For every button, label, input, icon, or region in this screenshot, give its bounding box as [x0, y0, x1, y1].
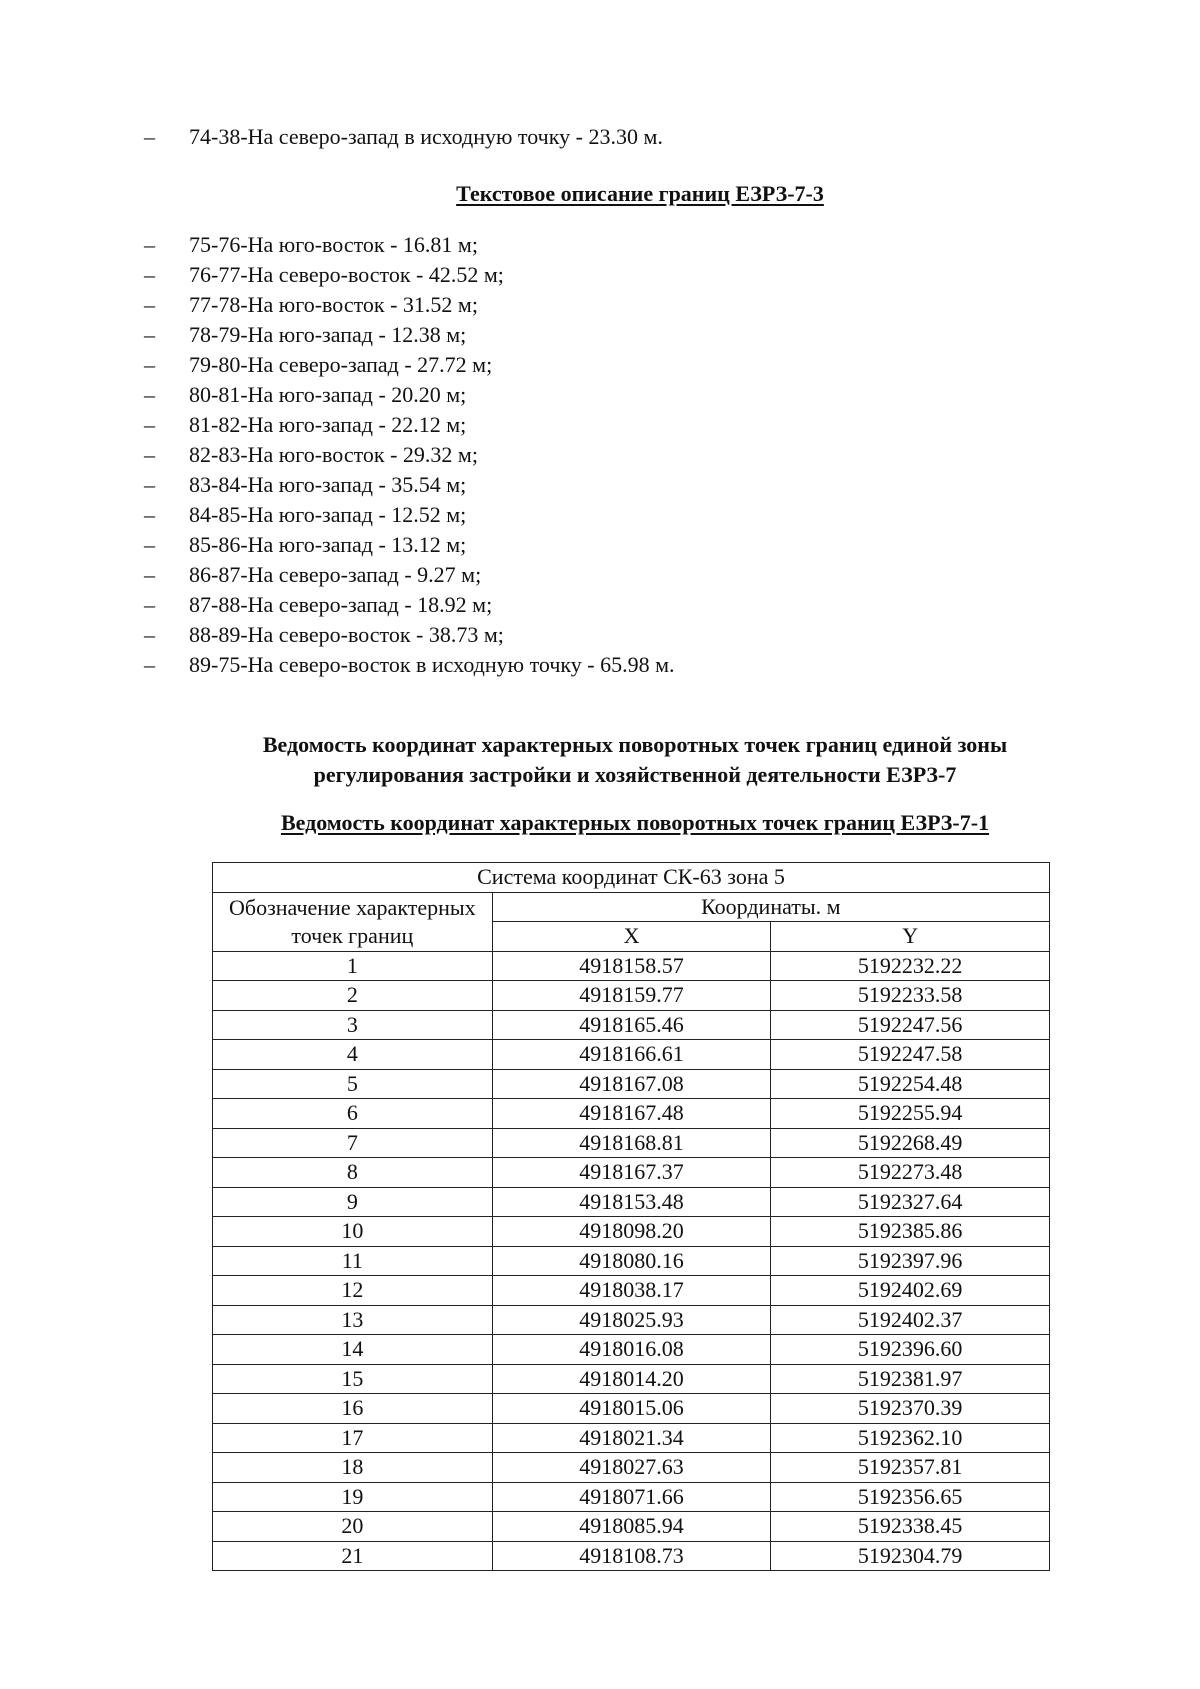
y-coordinate-cell: 5192327.64 [771, 1187, 1050, 1217]
coordinate-system-header: Система координат СК-63 зона 5 [213, 863, 1050, 893]
point-number-cell: 4 [213, 1040, 493, 1070]
table-header-row [213, 892, 1050, 922]
table-row [213, 1364, 1050, 1394]
boundary-item-text: 81-82-На юго-запад - 22.12 м; [189, 412, 467, 437]
table-row [213, 1246, 1050, 1276]
boundary-item-text: 78-79-На юго-запад - 12.38 м; [189, 322, 467, 347]
y-coordinate-cell: 5192357.81 [771, 1453, 1050, 1483]
list-dash: – [144, 382, 155, 407]
table-row [213, 1335, 1050, 1365]
point-number-cell: 1 [213, 951, 493, 981]
x-header: X [492, 922, 771, 952]
section-title-text: Текстовое описание границ ЕЗРЗ-7-3 [456, 181, 824, 206]
boundary-item-text: 82-83-На юго-восток - 29.32 м; [189, 442, 478, 467]
y-coordinate-cell: 5192402.69 [771, 1276, 1050, 1306]
coordinates-table [212, 862, 1050, 1571]
x-coordinate-cell: 4918016.08 [492, 1335, 771, 1365]
point-number-cell: 19 [213, 1482, 493, 1512]
x-coordinate-cell: 4918165.46 [492, 1010, 771, 1040]
boundary-item-text: 76-77-На северо-восток - 42.52 м; [189, 262, 504, 287]
boundary-item-text: 86-87-На северо-запад - 9.27 м; [189, 562, 482, 587]
point-number-cell: 5 [213, 1069, 493, 1099]
y-coordinate-cell: 5192247.56 [771, 1010, 1050, 1040]
x-coordinate-cell: 4918167.48 [492, 1099, 771, 1129]
point-header [213, 892, 493, 951]
table-row [213, 1010, 1050, 1040]
x-coordinate-cell: 4918085.94 [492, 1512, 771, 1542]
y-coordinate-cell: 5192362.10 [771, 1423, 1050, 1453]
point-number-cell: 8 [213, 1158, 493, 1188]
x-coordinate-cell: 4918158.57 [492, 951, 771, 981]
boundary-item [144, 650, 675, 680]
section-title-text: Ведомость координат характерных поворотных точек границ ЕЗРЗ-7-1 [280, 810, 990, 835]
point-number-cell: 12 [213, 1276, 493, 1306]
x-coordinate-cell: 4918108.73 [492, 1541, 771, 1571]
boundary-item-text: 85-86-На юго-запад - 13.12 м; [189, 532, 467, 557]
table-row [213, 1453, 1050, 1483]
point-number-cell: 17 [213, 1423, 493, 1453]
y-coordinate-cell: 5192381.97 [771, 1364, 1050, 1394]
table-row [213, 1128, 1050, 1158]
table-row [213, 1305, 1050, 1335]
x-coordinate-cell: 4918167.08 [492, 1069, 771, 1099]
main-heading-line1: Ведомость координат характерных поворотных точек границ единой зоны [262, 732, 1008, 757]
y-header: Y [771, 922, 1050, 952]
y-coordinate-cell: 5192385.86 [771, 1217, 1050, 1247]
point-number-cell: 14 [213, 1335, 493, 1365]
y-coordinate-cell: 5192356.65 [771, 1482, 1050, 1512]
point-number-cell: 20 [213, 1512, 493, 1542]
boundary-item [144, 410, 675, 440]
list-dash: – [144, 292, 155, 317]
table-row [213, 1482, 1050, 1512]
list-dash: – [144, 442, 155, 467]
x-coordinate-cell: 4918159.77 [492, 981, 771, 1011]
boundary-item [144, 620, 675, 650]
list-dash: – [144, 502, 155, 527]
boundary-item-text: 87-88-На северо-запад - 18.92 м; [189, 592, 493, 617]
table-row [213, 1040, 1050, 1070]
boundary-item [144, 320, 675, 350]
point-number-cell: 11 [213, 1246, 493, 1276]
point-number-cell: 21 [213, 1541, 493, 1571]
x-coordinate-cell: 4918014.20 [492, 1364, 771, 1394]
table-row [213, 1158, 1050, 1188]
y-coordinate-cell: 5192273.48 [771, 1158, 1050, 1188]
boundary-item-text: 79-80-На северо-запад - 27.72 м; [189, 352, 493, 377]
boundary-item [144, 590, 675, 620]
list-dash: – [144, 124, 155, 149]
x-coordinate-cell: 4918038.17 [492, 1276, 771, 1306]
x-coordinate-cell: 4918071.66 [492, 1482, 771, 1512]
boundary-item [144, 380, 675, 410]
boundary-item-text: 89-75-На северо-восток в исходную точку - 65.98 м. [189, 652, 675, 677]
boundary-item-text: 77-78-На юго-восток - 31.52 м; [189, 292, 478, 317]
y-coordinate-cell: 5192304.79 [771, 1541, 1050, 1571]
point-number-cell: 13 [213, 1305, 493, 1335]
table-row [213, 1069, 1050, 1099]
list-dash: – [144, 532, 155, 557]
x-coordinate-cell: 4918015.06 [492, 1394, 771, 1424]
boundary-item [144, 500, 675, 530]
point-number-cell: 3 [213, 1010, 493, 1040]
boundary-item [144, 350, 675, 380]
boundary-item-text: 75-76-На юго-восток - 16.81 м; [189, 232, 478, 257]
table-body [213, 951, 1050, 1571]
main-heading-line2: регулирования застройки и хозяйственной деятельности ЕЗРЗ-7 [313, 762, 957, 787]
section-title-ezrz-7-1 [35, 808, 1200, 838]
table-row [213, 1187, 1050, 1217]
x-coordinate-cell: 4918168.81 [492, 1128, 771, 1158]
boundary-item [144, 530, 675, 560]
y-coordinate-cell: 5192247.58 [771, 1040, 1050, 1070]
table-row [213, 981, 1050, 1011]
section-title-ezrz-7-3 [40, 179, 1200, 209]
y-coordinate-cell: 5192232.22 [771, 951, 1050, 981]
table-row [213, 1512, 1050, 1542]
point-number-cell: 7 [213, 1128, 493, 1158]
point-number-cell: 18 [213, 1453, 493, 1483]
y-coordinate-cell: 5192338.45 [771, 1512, 1050, 1542]
list-dash: – [144, 352, 155, 377]
boundary-item [144, 440, 675, 470]
list-dash: – [144, 262, 155, 287]
y-coordinate-cell: 5192255.94 [771, 1099, 1050, 1129]
table-row [213, 1423, 1050, 1453]
y-coordinate-cell: 5192402.37 [771, 1305, 1050, 1335]
boundary-item [144, 290, 675, 320]
point-number-cell: 2 [213, 981, 493, 1011]
list-dash: – [144, 472, 155, 497]
point-number-cell: 15 [213, 1364, 493, 1394]
table-row [213, 1394, 1050, 1424]
boundary-item [144, 560, 675, 590]
x-coordinate-cell: 4918021.34 [492, 1423, 771, 1453]
y-coordinate-cell: 5192396.60 [771, 1335, 1050, 1365]
boundary-item-text: 88-89-На северо-восток - 38.73 м; [189, 622, 504, 647]
boundary-item-text: 74-38-На северо-запад в исходную точку - 23.30 м. [189, 124, 663, 149]
x-coordinate-cell: 4918153.48 [492, 1187, 771, 1217]
y-coordinate-cell: 5192268.49 [771, 1128, 1050, 1158]
main-heading [130, 730, 1140, 790]
point-header-line1: Обозначение характерных [229, 894, 476, 920]
table-row [213, 951, 1050, 981]
list-dash: – [144, 232, 155, 257]
table-row [213, 1541, 1050, 1571]
table-row [213, 1217, 1050, 1247]
boundary-item [144, 470, 675, 500]
x-coordinate-cell: 4918025.93 [492, 1305, 771, 1335]
point-header-line2: точек границ [291, 922, 414, 948]
x-coordinate-cell: 4918080.16 [492, 1246, 771, 1276]
boundary-list-ezrz-7-3 [144, 230, 675, 680]
x-coordinate-cell: 4918166.61 [492, 1040, 771, 1070]
table-system-row [213, 863, 1050, 893]
x-coordinate-cell: 4918098.20 [492, 1217, 771, 1247]
boundary-item-text: 84-85-На юго-запад - 12.52 м; [189, 502, 467, 527]
point-number-cell: 6 [213, 1099, 493, 1129]
list-dash: – [144, 322, 155, 347]
point-number-cell: 10 [213, 1217, 493, 1247]
boundary-item-text: 83-84-На юго-запад - 35.54 м; [189, 472, 467, 497]
list-dash: – [144, 562, 155, 587]
point-number-cell: 16 [213, 1394, 493, 1424]
y-coordinate-cell: 5192233.58 [771, 981, 1050, 1011]
y-coordinate-cell: 5192370.39 [771, 1394, 1050, 1424]
table-row [213, 1099, 1050, 1129]
y-coordinate-cell: 5192254.48 [771, 1069, 1050, 1099]
y-coordinate-cell: 5192397.96 [771, 1246, 1050, 1276]
list-dash: – [144, 592, 155, 617]
boundary-item-text: 80-81-На юго-запад - 20.20 м; [189, 382, 467, 407]
boundary-item [144, 122, 663, 152]
x-coordinate-cell: 4918167.37 [492, 1158, 771, 1188]
point-number-cell: 9 [213, 1187, 493, 1217]
list-dash: – [144, 412, 155, 437]
boundary-item [144, 260, 675, 290]
list-dash: – [144, 622, 155, 647]
coords-header: Координаты. м [492, 892, 1049, 922]
list-dash: – [144, 652, 155, 677]
boundary-item [144, 230, 675, 260]
x-coordinate-cell: 4918027.63 [492, 1453, 771, 1483]
table-row [213, 1276, 1050, 1306]
